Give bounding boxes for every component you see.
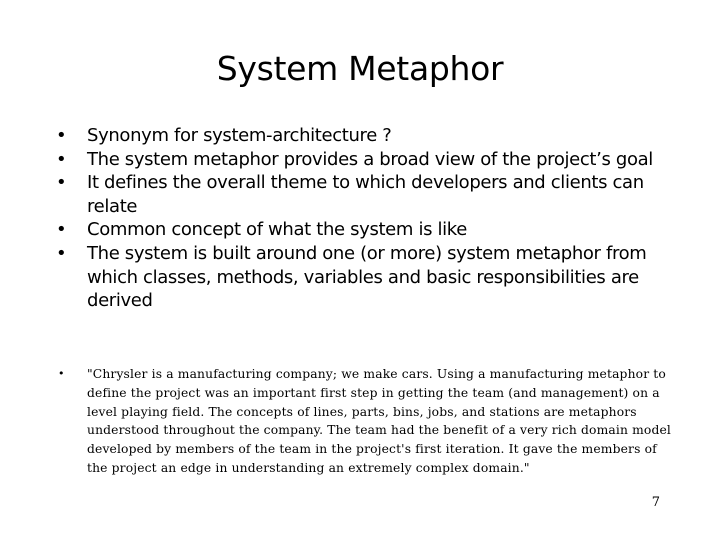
bullet-item: [56, 124, 676, 148]
bullet-marker: •: [56, 148, 67, 170]
slide-title: System Metaphor: [216, 49, 504, 88]
bullet-text: Common concept of what the system is like: [87, 219, 467, 241]
bullet-text: The system metaphor provides a broad view of the project’s goal: [87, 148, 653, 170]
page-number: 7: [651, 495, 660, 510]
quote-bullet: [56, 365, 676, 478]
bullet-item: [56, 218, 676, 242]
bullet-text: Synonym for system-architecture ?: [87, 125, 392, 146]
bullet-text: The system is built around one (or more) system metaphor from which classes, methods, variables and basic responsibilities are derived: [87, 242, 647, 312]
bullet-marker: •: [58, 367, 65, 380]
bullet-text: It defines the overall theme to which developers and clients can relate: [87, 172, 644, 217]
bullet-marker: •: [56, 125, 67, 146]
bullet-marker: •: [56, 242, 67, 264]
bullet-item: [56, 148, 676, 172]
bullet-item: [56, 171, 676, 218]
bullet-marker: •: [56, 172, 67, 194]
bullet-list: [56, 124, 676, 313]
bullet-marker: •: [56, 219, 67, 241]
quote-text: "Chrysler is a manufacturing company; we make cars. Using a manufacturing metaphor to define the project was an important first step in getting the team (and management) on a level playing field. The concepts of lines, parts, bins, jobs, and stations are metaphors understood throughout the company. The team had the benefit of a very rich domain model developed by members of the team in the project's first iteration. It gave the members of the project an edge in understanding an extremely complex domain.": [87, 367, 671, 475]
bullet-item: [56, 242, 676, 313]
